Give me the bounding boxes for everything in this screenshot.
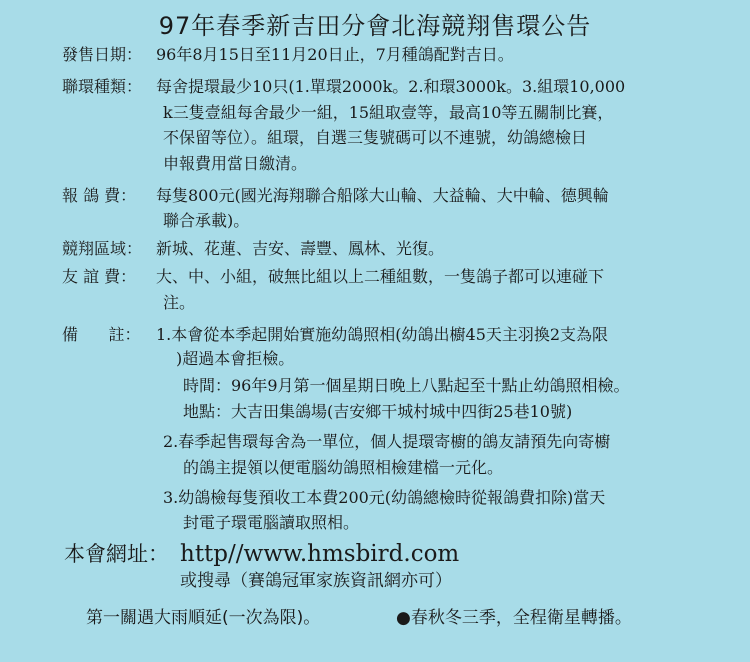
ring-types-line: 申報費用當日繳清。 bbox=[163, 154, 308, 173]
satellite-broadcast-note: ●春秋冬三季，全程衛星轉播。 bbox=[396, 608, 632, 628]
rain-postpone-note: 第一關遇大雨順延(一次為限)。 bbox=[86, 608, 321, 628]
website-label: 本會網址： bbox=[64, 542, 169, 566]
ring-types-line: 每舍提環最少10只(1.單環2000k。2.和環3000k。3.組環10,000 bbox=[156, 77, 626, 96]
ring-types-line: 不保留等位）。組環，自選三隻號碼可以不連號，幼鴿總檢日 bbox=[163, 128, 588, 147]
remark-item: 2.春季起售環每舍為一單位，個人提環寄櫥的鴿友請預先向寄櫥 bbox=[163, 432, 611, 451]
race-area-label: 競翔區域： bbox=[62, 239, 143, 258]
page-title: 97年春季新吉田分會北海競翔售環公告 bbox=[158, 12, 592, 40]
remark-item: )超過本會拒檢。 bbox=[176, 349, 295, 368]
ring-types-line: k三隻壹組每舍最少一組，15組取壹等，最高10等五關制比賽， bbox=[163, 103, 614, 122]
remark-item: 1.本會從本季起開始實施幼鴿照相(幼鴿出櫥45天主羽換2支為限 bbox=[156, 325, 609, 344]
friendship-fee-line: 大、中、小組，破無比組以上二種組數，一隻鴿子都可以連碰下 bbox=[156, 267, 605, 286]
remark-item: 3.幼鴿檢每隻預收工本費200元(幼鴿總檢時從報鴿費扣除)當天 bbox=[163, 488, 606, 507]
race-area-text: 新城、花蓮、吉安、壽豐、鳳林、光復。 bbox=[156, 239, 445, 258]
remark-item: 封電子環電腦讀取照相。 bbox=[183, 513, 360, 532]
ring-types-label: 聯環種類： bbox=[62, 77, 143, 96]
report-fee-label: 報 鴿 費： bbox=[62, 186, 137, 205]
friendship-fee-label: 友 誼 費： bbox=[62, 267, 137, 286]
website-url[interactable]: http//www.hmsbird.com bbox=[180, 541, 460, 567]
remark-item: 的鴿主提領以便電腦幼鴿照相檢建檔一元化。 bbox=[183, 458, 504, 477]
remark-item: 地點：大吉田集鴿場(吉安鄉干城村城中四街25巷10號) bbox=[183, 402, 573, 421]
friendship-fee-line: 注。 bbox=[163, 293, 196, 312]
report-fee-line: 聯合承載)。 bbox=[163, 211, 250, 230]
sale-period-label: 發售日期： bbox=[62, 45, 143, 64]
remarks-label: 備 註： bbox=[62, 325, 141, 344]
remark-item: 時間：96年9月第一個星期日晚上八點起至十點止幼鴿照相檢。 bbox=[183, 376, 630, 395]
website-search-hint: 或搜尋（賽鴿冠軍家族資訊網亦可） bbox=[180, 571, 452, 591]
report-fee-line: 每隻800元(國光海翔聯合船隊大山輪、大益輪、大中輪、德興輪 bbox=[156, 186, 609, 205]
sale-period-text: 96年8月15日至11月20日止，7月種鴿配對吉日。 bbox=[156, 45, 514, 64]
